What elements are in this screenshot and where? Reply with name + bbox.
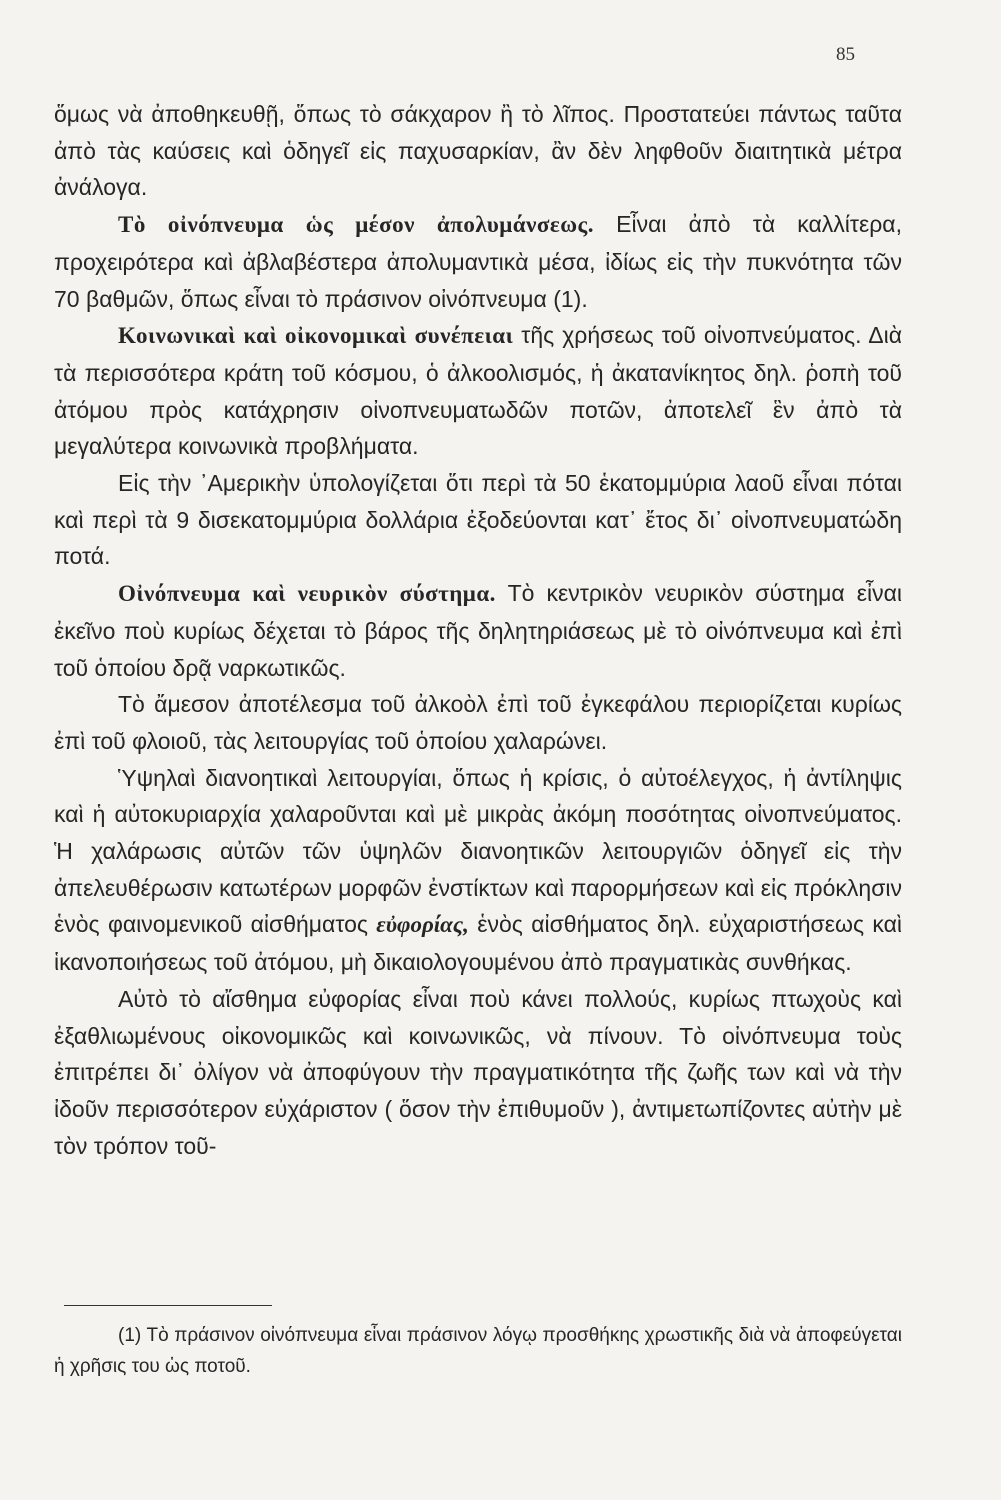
footnote-divider (64, 1305, 272, 1306)
footnotes (54, 1320, 902, 1382)
paragraph (54, 206, 902, 317)
paragraph (54, 686, 902, 759)
paragraph-body: Τὸ κεντρικὸν νευρικὸν σύστημα εἶναι ἐκεῖνο ποὺ κυρίως δέχεται τὸ βάρος τῆς δηλητηριάσεως μὲ τὸ οἰνόπνευμα καὶ ἐπὶ τοῦ ὁποίου δρᾷ ναρκωτικῶς. (54, 580, 902, 681)
page-number: 85 (836, 44, 855, 65)
footnote: (1) Τὸ πράσινον οἰνόπνευμα εἶναι πράσινον λόγῳ προσθήκης χρωστικῆς διὰ νὰ ἀποφεύγεται ἡ χρῆσις του ὡς ποτοῦ. (54, 1325, 902, 1377)
paragraph-body: Τὸ ἄμεσον ἀποτέλεσμα τοῦ ἀλκοὸλ ἐπὶ τοῦ ἐγκεφάλου περιορίζεται κυρίως ἐπὶ τοῦ φλοιοῦ, τὰς λειτουργίας τοῦ ὁποίου χαλαρώνει. (54, 691, 902, 754)
paragraph-body: ὅμως νὰ ἀποθηκευθῇ, ὅπως τὸ σάκχαρον ἢ τὸ λῖπος. Προστατεύει πάντως ταῦτα ἀπὸ τὰς καύσεις καὶ ὁδηγεῖ εἰς παχυσαρκίαν, ἂν δὲν ληφθοῦν διαιτητικὰ μέτρα ἀνάλογα. (54, 101, 902, 201)
paragraph (54, 981, 902, 1165)
paragraph-body: τῆς χρήσεως τοῦ οἰνοπνεύματος. Διὰ τὰ περισσότερα κράτη τοῦ κόσμου, ὁ ἀλκοολισμός, ἡ ἀκατανίκητος δηλ. ῥοπὴ τοῦ ἀτόμου πρὸς κατάχρησιν οἰνοπνευματωδῶν ποτῶν, ἀποτελεῖ ἓν ἀπὸ τὰ μεγαλύτερα κοινωνικὰ προβλήματα. (54, 322, 903, 460)
paragraph (54, 317, 902, 465)
body-text (54, 96, 902, 1164)
section-heading: Οἰνόπνευμα καὶ νευρικὸν σύστημα. (118, 581, 496, 607)
emphasis-term: εὐφορίας, (376, 912, 469, 938)
paragraph (54, 760, 902, 981)
paragraph (54, 96, 902, 206)
section-heading: Τὸ οἰνόπνευμα ὡς μέσον ἀπολυμάνσεως. (118, 212, 595, 238)
paragraph-body: Ὑψηλαὶ διανοητικαὶ λειτουργίαι, ὅπως ἡ κρίσις, ὁ αὐτοέλεγχος, ἡ ἀντίληψις καὶ ἡ αὐτοκυριαρχία χαλαροῦνται καὶ μὲ μικρὰς ἀκόμη ποσότητας οἰνοπνεύματος. Ἡ χαλάρωσις αὐτῶν τῶν ὑψηλῶν διανοητικῶν λειτουργιῶν ὁδηγεῖ εἰς τὴν ἀπελευθέρωσιν κατωτέρων μορφῶν ἐνστίκτων καὶ παρορμήσεων καὶ εἰς πρόκλησιν ἑνὸς φαινομενικοῦ αἰσθήματος (54, 764, 902, 938)
paragraph-body: Εἶναι ἀπὸ τὰ καλλίτερα, προχειρότερα καὶ ἀβλαβέστερα ἀπολυμαντικὰ μέσα, ἰδίως εἰς τὴν πυκνότητα τῶν 70 βαθμῶν, ὅπως εἶναι τὸ πράσινον οἰνόπνευμα (1). (54, 211, 902, 312)
paragraph-body: Εἰς τὴν ᾿Αμερικὴν ὑπολογίζεται ὅτι περὶ τὰ 50 ἑκατομμύρια λαοῦ εἶναι πόται καὶ περὶ τὰ 9 δισεκατομμύρια δολλάρια ἐξοδεύονται κατ᾿ ἔτος δι᾿ οἰνοπνευματώδη ποτά. (54, 470, 902, 570)
paragraph (54, 575, 902, 686)
paragraph-body-tail: ἑνὸς αἰσθήματος δηλ. εὐχαριστήσεως καὶ ἱκανοποιήσεως τοῦ ἀτόμου, μὴ δικαιολογουμένου ἀπὸ πραγματικὰς συνθήκας. (54, 911, 902, 976)
paragraph-body: Αὐτὸ τὸ αἴσθημα εὐφορίας εἶναι ποὺ κάνει πολλούς, κυρίως πτωχοὺς καὶ ἐξαθλιωμένους οἰκονομικῶς καὶ κοινωνικῶς, νὰ πίνουν. Τὸ οἰνόπνευμα τοὺς ἐπιτρέπει δι᾿ ὀλίγον νὰ ἀποφύγουν τὴν πραγματικότητα τῆς ζωῆς των καὶ νὰ τὴν ἰδοῦν περισσότερον εὐχάριστον ( ὅσον τὴν ἐπιθυμοῦν ), ἀντιμετωπίζοντες αὐτὴν μὲ τὸν τρόπον τοῦ- (54, 985, 902, 1159)
paragraph (54, 465, 902, 575)
section-heading: Κοινωνικαὶ καὶ οἰκονομικαὶ συνέπειαι (118, 323, 514, 349)
